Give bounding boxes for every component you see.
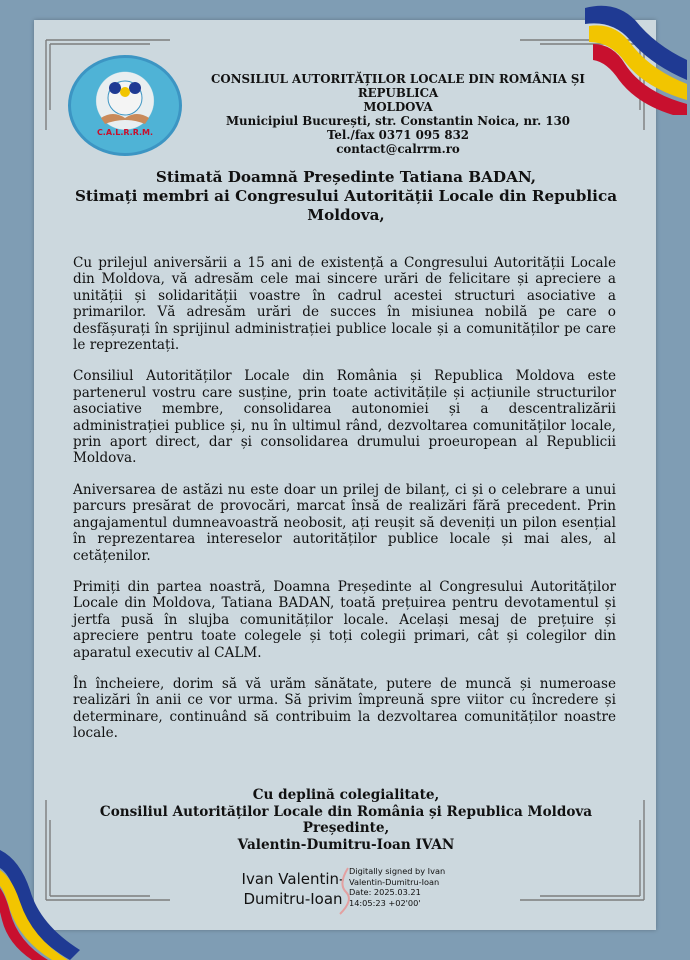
org-name-line2: MOLDOVA bbox=[363, 100, 433, 114]
paragraph-2: Consiliul Autorităților Locale din România și Republica Moldova este partenerul vostru care susține, prin toate activitățile și acțiunile structurilor asociative membre, consolidarea autonomiei și a descentralizării administrației publice și, nu în ultimul rând, dezvoltarea comunităților locale, prin aport direct, dar și consolidarea drumului proeuropean al Republicii Moldova. bbox=[73, 368, 616, 467]
signature-info-line1: Digitally signed by Ivan bbox=[349, 866, 446, 876]
closing-line4: Valentin-Dumitru-Ioan IVAN bbox=[237, 836, 455, 853]
closing-block bbox=[70, 787, 622, 853]
org-phone: Tel./fax 0371 095 832 bbox=[327, 128, 469, 142]
letterhead bbox=[176, 72, 620, 156]
closing-line3: Președinte, bbox=[302, 820, 390, 836]
org-name-line1: CONSILIUL AUTORITĂȚILOR LOCALE DIN ROMÂNIA ȘI REPUBLICA bbox=[211, 72, 585, 100]
paragraph-4: Primiți din partea noastră, Doamna Președinte al Congresului Autorităților Locale din Moldova, Tatiana BADAN, toată prețuirea pentru devotamentul și jertfa pusă în slujba comunităților locale. Același mesaj de prețuire și apreciere pentru toate colegele și toți colegii primari, cât și colegilor din aparatul executiv al CALM. bbox=[73, 578, 616, 661]
salutation-line3: Moldova, bbox=[307, 206, 385, 224]
flag-ribbon-bottom-left bbox=[0, 840, 110, 960]
signature-info-line4: 14:05:23 +02'00' bbox=[349, 897, 421, 908]
paragraph-1: Cu prilejul aniversării a 15 ani de existență a Congresului Autorității Locale din Moldova, vă adresăm cele mai sincere urări de felicitare și apreciere a unității și solidarității voastre în cadrul acestei structuri asociative a primarilor. Vă adresăm urări de succes în misiunea nobilă pe care o desfășurați în sprijinul administrației publice locale și a comunităților pe care le reprezentați. bbox=[73, 255, 616, 354]
org-address: Municipiul București, str. Constantin Noica, nr. 130 bbox=[226, 114, 570, 128]
paragraph-5: În încheiere, dorim să vă urăm sănătate, putere de muncă și numeroase realizări în anii ce vor urma. Să privim împreună spre viitor cu încredere și determinare, continuând să contribuim la dezvoltarea comunităților noastre locale. bbox=[73, 675, 616, 742]
digital-signature-info bbox=[349, 866, 489, 908]
logo-acronym: C.A.L.R.R.M. bbox=[96, 128, 154, 137]
salutation bbox=[70, 168, 622, 225]
paragraph-3: Aniversarea de astăzi nu este doar un prilej de bilanț, ci și o celebrare a unui parcurs presărat de provocări, marcat însă de realizări fără precedent. Prin angajamentul dumneavoastră neobosit, ați reușit să deveniți un pilon esențial în reprezentarea intereselor autorităților publice locale și mai ales, al cetățenilor. bbox=[73, 481, 616, 564]
letter-body bbox=[73, 255, 616, 757]
signature-info-line2: Valentin-Dumitru-Ioan bbox=[349, 876, 440, 887]
signature-name-line1: Ivan Valentin- bbox=[241, 870, 345, 888]
org-email: contact@calrrm.ro bbox=[336, 142, 460, 156]
salutation-line2: Stimați membri ai Congresului Autorității Locale din Republica bbox=[74, 187, 618, 205]
digital-signature-name[interactable] bbox=[238, 869, 348, 909]
signature-info-line3: Date: 2025.03.21 bbox=[349, 887, 421, 897]
signature-name-line2: Dumitru-Ioan bbox=[243, 890, 343, 908]
closing-line1: Cu deplină colegialitate, bbox=[252, 787, 440, 803]
closing-line2: Consiliul Autorităților Locale din România și Republica Moldova bbox=[99, 803, 593, 820]
salutation-line1: Stimată Doamnă Președinte Tatiana BADAN, bbox=[155, 168, 537, 186]
logo-emblem-icon bbox=[71, 58, 179, 153]
calrrm-logo bbox=[68, 55, 182, 156]
